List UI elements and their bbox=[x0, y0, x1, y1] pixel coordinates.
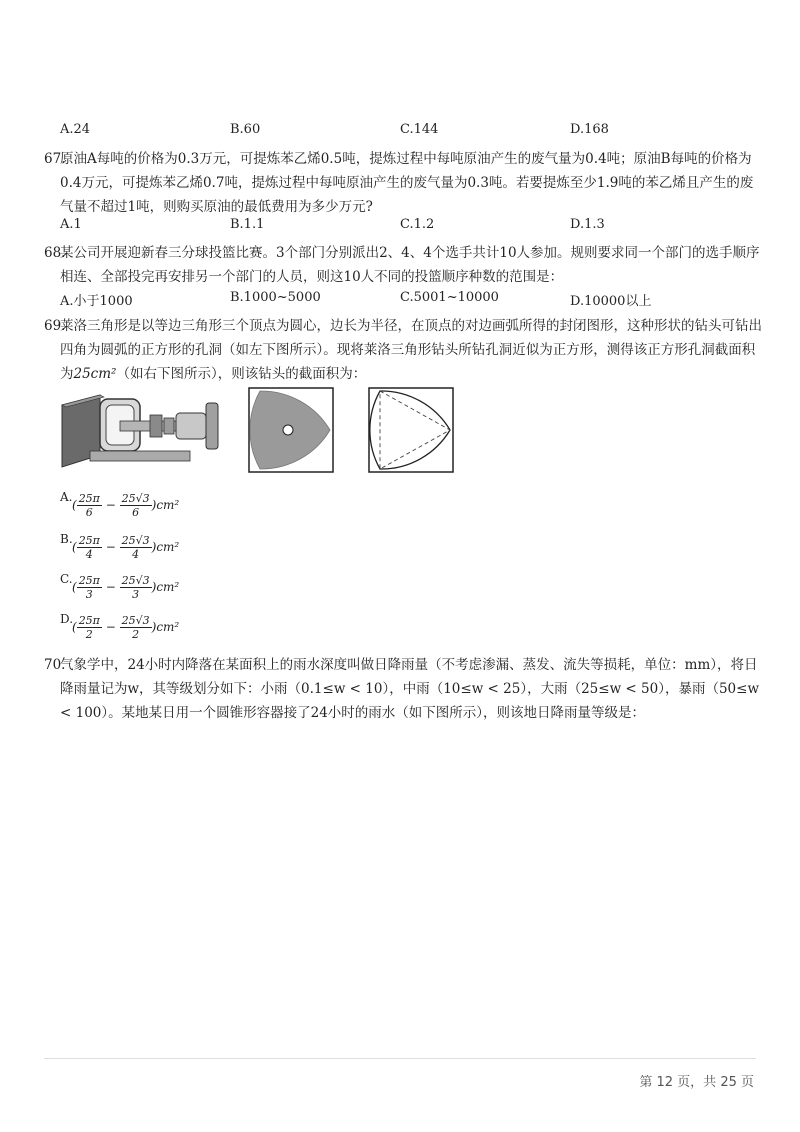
frac-num: 25π bbox=[78, 574, 100, 587]
frac-den: 4 bbox=[132, 548, 140, 561]
question-text: 气象学中，24小时内降落在某面积上的雨水深度叫做日降雨量（不考虑渗漏、蒸发、流失等损耗，单位：mm），将日降雨量记为w，其等级划分如下：小雨（0.1≤w < 10），中雨（10≤w < 25），大雨（25≤w < 50），暴雨（50≤w < 100）。某地某日用一个圆锥形容器接了24小时的雨水（如下图所示），则该地日降雨量等级是： bbox=[60, 657, 759, 721]
q66-option-a: A.24 bbox=[60, 122, 91, 137]
question-69 bbox=[44, 314, 764, 386]
q66-option-b: B.60 bbox=[230, 122, 261, 137]
frac-den: 2 bbox=[132, 628, 140, 641]
option-label: A. bbox=[60, 490, 73, 504]
q68-option-a: A.小于1000 bbox=[60, 294, 133, 309]
q66-option-c: C.144 bbox=[400, 122, 439, 137]
area-value: 25cm² bbox=[73, 366, 117, 382]
reuleaux-outline-figure bbox=[368, 387, 454, 473]
question-text: 莱洛三角形是以等边三角形三个顶点为圆心，边长为半径，在顶点的对边画弧所得的封闭图形，这种形状的钻头可钻出四角为圆弧的正方形的孔洞（如左下图所示）。现将莱洛三角形钻头所钻孔洞近似为正方形，测得该正方形孔洞截面积为 bbox=[60, 318, 762, 382]
unit: cm² bbox=[156, 580, 180, 594]
drill-illustration bbox=[60, 385, 220, 473]
frac-den: 3 bbox=[85, 588, 93, 601]
frac-num: 25π bbox=[78, 614, 100, 627]
unit: cm² bbox=[156, 620, 180, 634]
unit: cm² bbox=[156, 540, 180, 554]
frac-num: 25π bbox=[78, 492, 100, 505]
frac-num: 25√3 bbox=[121, 492, 150, 505]
question-68 bbox=[44, 241, 764, 289]
question-text-end: （如右下图所示），则该钻头的截面积为： bbox=[116, 366, 367, 382]
frac-den: 6 bbox=[85, 506, 93, 519]
frac-num: 25√3 bbox=[121, 614, 150, 627]
option-label: B. bbox=[60, 532, 73, 546]
q67-option-a: A.1 bbox=[60, 217, 82, 232]
unit: cm² bbox=[156, 498, 180, 512]
frac-den: 3 bbox=[132, 588, 140, 601]
q67-options bbox=[60, 217, 760, 237]
question-number: 68. bbox=[44, 245, 66, 261]
frac-den: 4 bbox=[85, 548, 93, 561]
option-label: D. bbox=[60, 612, 74, 626]
frac-num: 25√3 bbox=[121, 534, 150, 547]
question-70 bbox=[44, 653, 764, 725]
q68-option-d: D.10000以上 bbox=[570, 294, 652, 309]
page-number: 第 12 页，共 25 页 bbox=[639, 1075, 754, 1090]
q67-option-c: C.1.2 bbox=[400, 217, 435, 232]
reuleaux-filled-figure bbox=[248, 387, 334, 473]
question-67 bbox=[44, 147, 764, 219]
question-text: 某公司开展迎新春三分球投篮比赛。3个部门分别派出2、4、4个选手共计10人参加。规则要求同一个部门的选手顺序相连、全部投完再安排另一个部门的人员，则这10人不同的投篮顺序种数的范围是： bbox=[60, 245, 760, 285]
frac-den: 2 bbox=[85, 628, 93, 641]
q68-option-c: C.5001~10000 bbox=[400, 290, 499, 305]
question-number: 69. bbox=[44, 318, 66, 334]
question-text: 原油A每吨的价格为0.3万元，可提炼苯乙烯0.5吨，提炼过程中每吨原油产生的废气量为0.4吨；原油B每吨的价格为0.4万元，可提炼苯乙烯0.7吨，提炼过程中每吨原油产生的废气量为0.3吨。若要提炼至少1.9吨的苯乙烯且产生的废气量不超过1吨，则购买原油的最低费用为多少万元? bbox=[60, 151, 754, 215]
frac-den: 6 bbox=[132, 506, 140, 519]
q68-option-b: B.1000~5000 bbox=[230, 290, 321, 305]
q66-option-d: D.168 bbox=[570, 122, 609, 137]
frac-num: 25π bbox=[78, 534, 100, 547]
question-number: 67. bbox=[44, 151, 66, 167]
q66-options bbox=[60, 122, 760, 142]
document-page: A.24 B.60 C.144 D.168 67. 原油A每吨的价格为0.3万元，可提炼苯乙烯0.5吨，提炼过程中每吨原油产生的废气量为0.4吨；原油B每吨的价格为0.4万元，可提炼苯乙烯0.7吨，提炼过程中每吨原油产生的废气量为0.3吨。若要提炼至少1.9吨的苯乙烯且产生的废气量不超过1吨，则购买原油的最低费用为多少万元? A.1 B.1.1 C.1.2 D.1.3 68. 某公司开展迎新春三分球投篮比赛。3个部门分别派出2、4、4个选手共计10人参加。规则要求同一个部门的选手顺序相连、全部投完再安排另一个部门的人员，则这10人不同的投篮顺序种数的范围是： A.小于1000 B.1000~5000 C.5001~10000 D.10000以上 69. 莱洛三角形是以等边三角形三个顶点为圆心，边长为半径，在顶点的对边画弧所得的封闭图形，这种形状的钻头可钻出四角为圆弧的正方形的孔洞（如左下图所示）。现将莱洛三角形钻头所钻孔洞近似为正方形，测得该正方形孔洞截面积为25cm²（如右下图所示），则该钻头的截面积为： A. ( $\frac{25\pi}{6}$ − $\frac{25√3}{6}$ )cm² B. ( $\frac{25\pi}{4}$ − $\frac{25√3}{4}$ )cm² C. ( $\frac{25\pi}{3}$ − $\frac{25√3}{3}$ )cm² D. ( $\frac{25\pi}{2}$ − $\frac{25√3}{2}$ )cm² 70. 气象学中，24小时内降落在某面积上的雨水深度叫做日降雨量（不考虑渗漏、蒸发、流失等损耗，单位：mm），将日降雨量记为w，其等级划分如下：小雨（0.1≤w < 10），中雨（10≤w < 25），大雨（25≤w < 50），暴雨（50≤w < 100）。某地某日用一个圆锥形容器接了24小时的雨水（如下图所示），则该地日降雨量等级是： 第 12 页，共 25 页 bbox=[44, 122, 762, 1090]
q67-option-b: B.1.1 bbox=[230, 217, 265, 232]
option-label: C. bbox=[60, 572, 73, 586]
frac-num: 25√3 bbox=[121, 574, 150, 587]
q67-option-d: D.1.3 bbox=[570, 217, 605, 232]
footer-divider bbox=[44, 1058, 756, 1059]
q68-options bbox=[60, 290, 760, 310]
question-number: 70. bbox=[44, 657, 66, 673]
